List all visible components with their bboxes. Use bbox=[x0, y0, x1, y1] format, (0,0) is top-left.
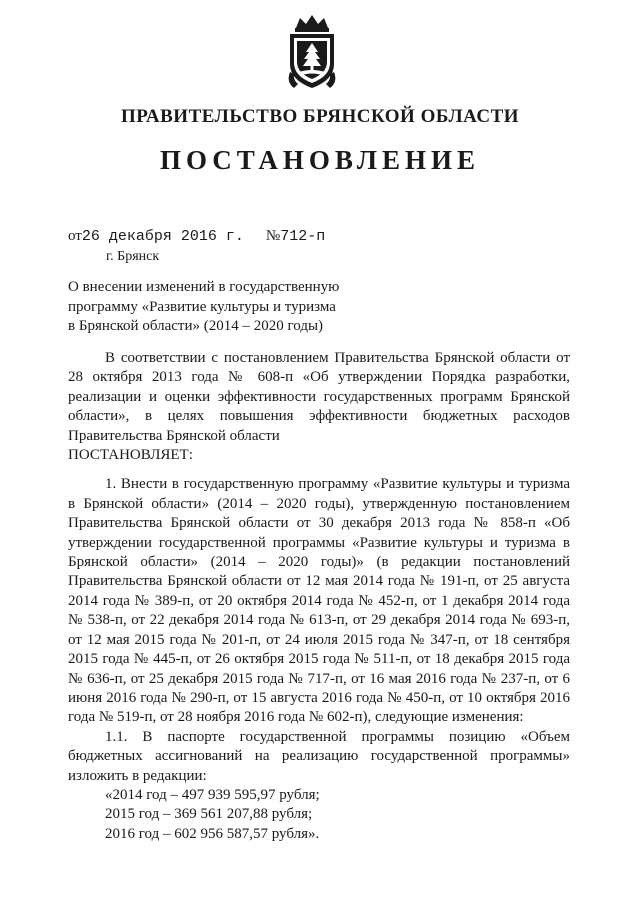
document-subject bbox=[68, 278, 398, 337]
government-title: ПРАВИТЕЛЬСТВО БРЯНСКОЙ ОБЛАСТИ bbox=[120, 106, 520, 127]
city: г. Брянск bbox=[106, 249, 160, 264]
number-value: 712-п bbox=[280, 228, 326, 245]
coat-of-arms-icon bbox=[284, 12, 340, 94]
date-value: 26 декабря 2016 г. bbox=[81, 228, 244, 245]
quote-line: «2014 год – 497 939 595,97 рубля; bbox=[105, 786, 320, 803]
item-1-paragraph: 1. Внести в государственную программу «Развитие культуры и туризма в Брянской области» (2014 – 2020 годы), утвержденную постановлением Правительства Брянской области от 30 декабря 2013 года № 858-п «Об утверждении государственной программы «Развитие культуры и туризма в Брянской области» (2014 – 2020 годы)» (в редакции постановлений Правительства Брянской области от 12 мая 2014 года № 191-п, от 25 августа 2014 года № 389-п, от 20 октября 2014 года № 452-п, от 1 декабря 2014 года № 538-п, от 22 декабря 2014 года № 613-п, от 29 декабря 2014 года № 693-п, от 12 мая 2015 года № 201-п, от 24 июля 2015 года № 347-п, от 18 сентября 2015 года № 445-п, от 26 октября 2015 года № 511-п, от 18 декабря 2015 года № 636-п, от 25 декабря 2015 года № 717-п, от 16 мая 2016 года № 237-п, от 6 июня 2016 года № 290-п, от 15 августа 2016 года № 450-п, от 10 октября 2016 года № 519-п, от 28 ноября 2016 года № 602-п), следующие изменения: bbox=[68, 476, 570, 726]
item-1-1-paragraph: 1.1. В паспорте государственной программы позицию «Объем бюджетных ассигнований на реализацию государственной программы» изложить в редакции: bbox=[68, 728, 570, 784]
quote-line: 2016 год – 602 956 587,57 рубля». bbox=[105, 825, 320, 842]
subject-line: программу «Развитие культуры и туризма bbox=[68, 298, 336, 315]
date-number-line bbox=[68, 228, 325, 245]
document-title: ПОСТАНОВЛЕНИЕ bbox=[159, 145, 481, 175]
subject-line: О внесении изменений в государственную bbox=[68, 279, 340, 295]
subject-line: в Брянской области» (2014 – 2020 годы) bbox=[68, 318, 324, 334]
preamble-paragraph: В соответствии с постановлением Правительства Брянской области от 28 октября 2013 года № 608-п «Об утверждении Порядка разработки, реализации и оценки эффективности государственных программ Брянской области», в целях повышения эффективности бюджетных расходов Правительства Брянской области bbox=[68, 350, 570, 444]
number-prefix: № bbox=[265, 228, 281, 244]
quote-line: 2015 год – 369 561 207,88 рубля; bbox=[105, 806, 313, 823]
decree-word: ПОСТАНОВЛЯЕТ: bbox=[68, 447, 193, 464]
document-body bbox=[68, 349, 570, 844]
date-prefix: от bbox=[68, 228, 82, 244]
